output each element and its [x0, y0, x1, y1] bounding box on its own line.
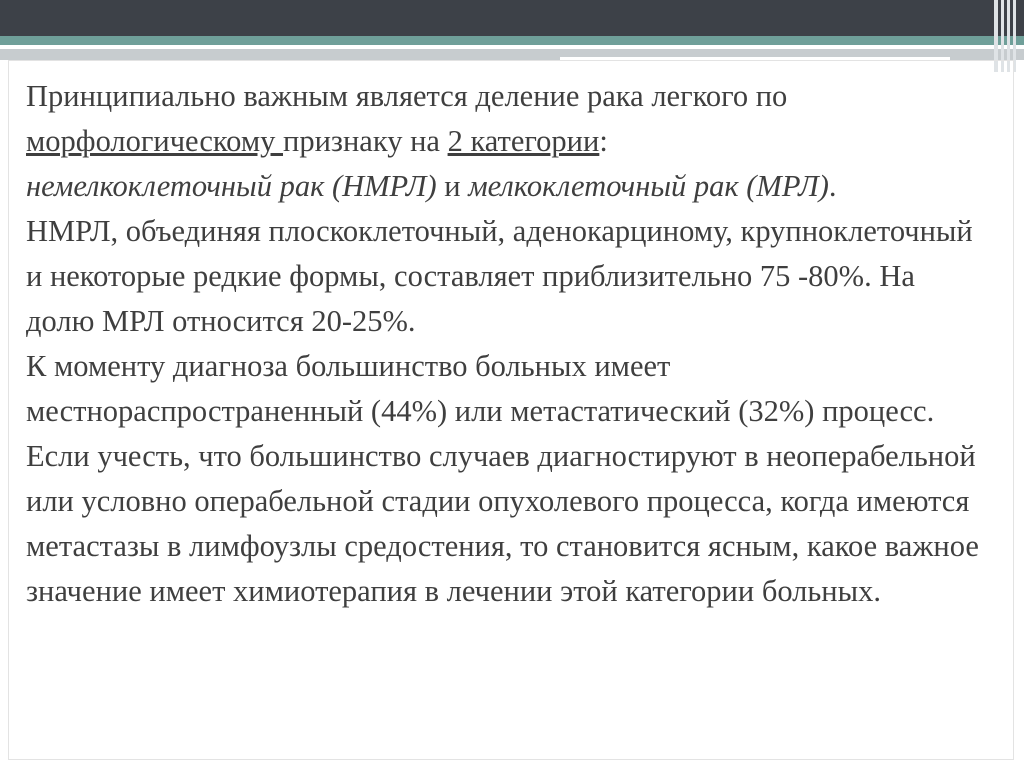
slide-body [26, 74, 986, 614]
end-period: . [828, 169, 837, 203]
underlined-morphological: морфологическому [26, 124, 284, 158]
conjunction: и [436, 169, 469, 203]
paragraph-classification [26, 74, 986, 209]
underlined-two-categories: 2 категории [447, 124, 600, 158]
term-nsclc: немелкоклеточный рак (НМРЛ) [26, 169, 437, 203]
paragraph-diagnosis-stage: К моменту диагноза большинство больных имеет местнораспространенный (44%) или метастатический (32%) процесс. [26, 349, 935, 428]
header-band-dark [0, 0, 1024, 36]
term-sclc: мелкоклеточный рак (МРЛ) [468, 169, 829, 203]
header-band-teal [0, 36, 1024, 45]
intro-colon: : [599, 124, 608, 158]
paragraph-chemotherapy: Если учесть, что большинство случаев диагностируют в неоперабельной или условно операбельной стадии опухолевого процесса, когда имеются метастазы в лимфоузлы средостения, то становится ясным, какое важное значение имеет химиотерапия в лечении этой категории больных. [26, 439, 979, 608]
intro-plain: признаку на [283, 124, 448, 158]
paragraph-nsclc-share: НМРЛ, объединяя плоскоклеточный, аденокарциному, крупноклеточный и некоторые редкие формы, составляет приблизительно 75 -80%. На долю МРЛ относится 20-25%. [26, 214, 973, 338]
intro-line: Принципиально важным является деление рака легкого по [26, 79, 788, 113]
